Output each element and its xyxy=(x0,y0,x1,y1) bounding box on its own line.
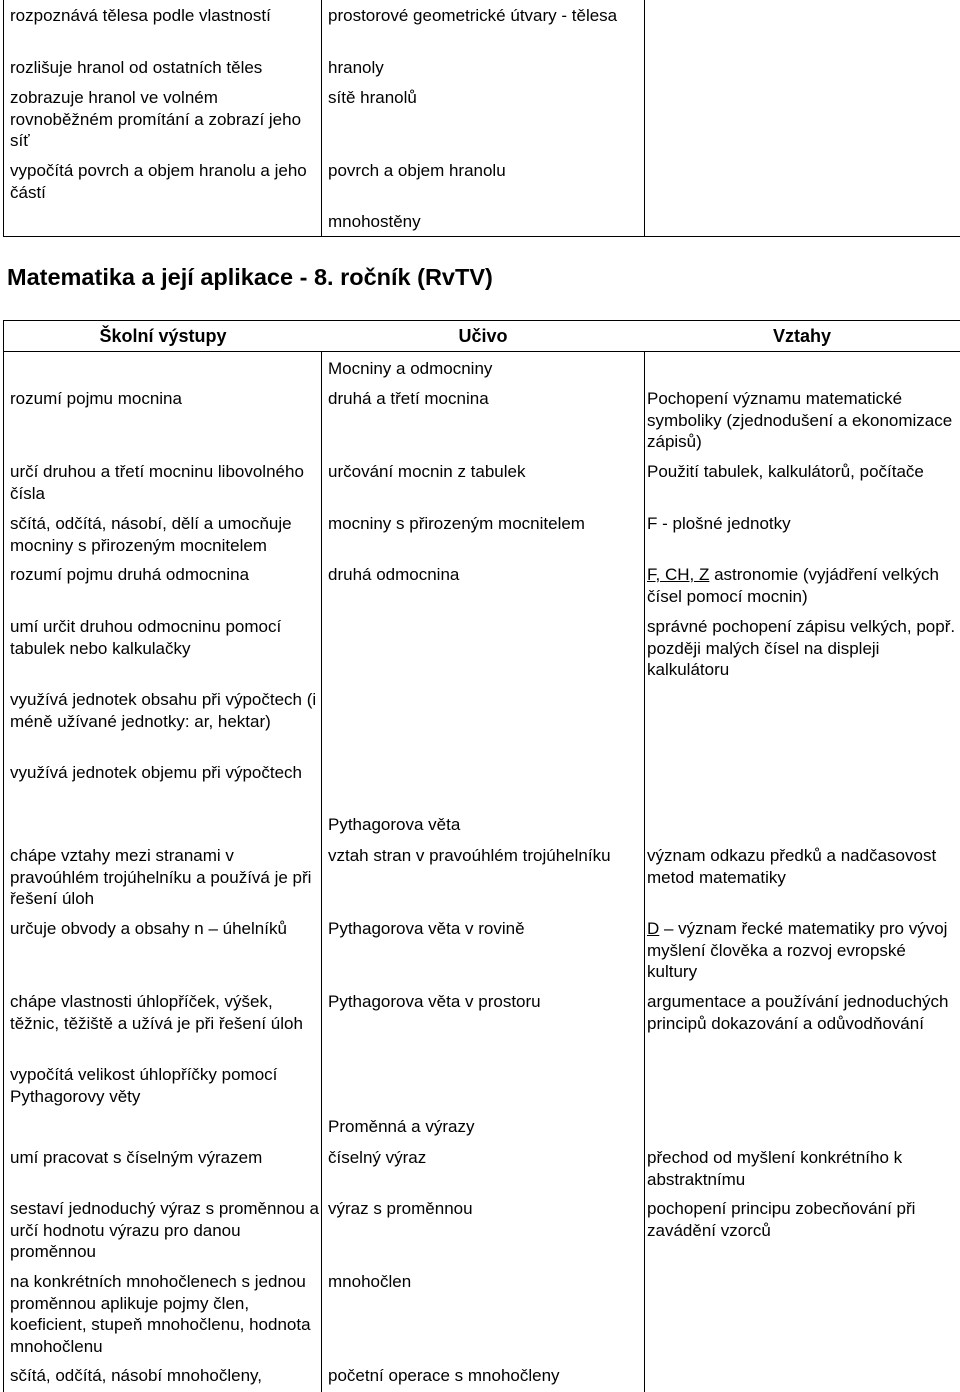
column-divider xyxy=(644,0,645,236)
ucivo-cell: číselný výraz xyxy=(328,1148,427,1167)
column-divider xyxy=(644,352,645,1392)
vztah-cell: správné pochopení zápisu velkých, popř. později malých čísel na displeji kalkulátoru xyxy=(647,617,956,679)
header-ucivo: Učivo xyxy=(458,326,508,346)
vztah-subject-link: D xyxy=(647,919,660,938)
ucivo-cell: mnohočlen xyxy=(328,1272,412,1291)
header-vystupy: Školní výstupy xyxy=(99,326,227,346)
ucivo-cell: prostorové geometrické útvary - tělesa xyxy=(328,6,618,25)
ucivo-cell: mnohostěny xyxy=(328,212,421,231)
vztah-cell: F - plošné jednotky xyxy=(647,514,791,533)
vystup-cell: vypočítá povrch a objem hranolu a jeho částí xyxy=(10,161,307,202)
vztah-cell xyxy=(647,918,957,983)
vztah-cell: význam odkazu předků a nadčasovost metod matematiky xyxy=(647,846,937,887)
vystup-cell: využívá jednotek objemu při výpočtech xyxy=(10,763,302,782)
vystup-cell: sestaví jednoduchý výraz s proměnnou a určí hodnotu výrazu pro danou proměnnou xyxy=(10,1199,320,1261)
vystup-cell: na konkrétních mnohočlenech s jednou proměnnou aplikuje pojmy člen, koeficient, stupeň mnohočlenu, hodnota mnohočlenu xyxy=(10,1272,311,1356)
ucivo-cell: Pythagorova věta v rovině xyxy=(328,919,525,938)
ucivo-cell: početní operace s mnohočleny xyxy=(328,1366,560,1385)
ucivo-cell: povrch a objem hranolu xyxy=(328,161,506,180)
vztah-cell: Použití tabulek, kalkulátorů, počítače xyxy=(647,462,924,481)
vystup-cell: chápe vlastnosti úhlopříček, výšek, těžnic, těžiště a užívá je při řešení úloh xyxy=(10,992,303,1033)
ucivo-cell: druhá odmocnina xyxy=(328,565,460,584)
column-divider xyxy=(321,0,322,236)
vztah-cell: argumentace a používání jednoduchých principů dokazování a odůvodňování xyxy=(647,992,949,1033)
top-table xyxy=(3,0,960,237)
vztah-cell: přechod od myšlení konkrétního k abstraktnímu xyxy=(647,1148,903,1189)
vystup-cell: sčítá, odčítá, násobí mnohočleny, xyxy=(10,1366,262,1385)
ucivo-cell: sítě hranolů xyxy=(328,88,417,107)
vztah-cell xyxy=(647,564,957,607)
section-title-pythagoras: Pythagorova věta xyxy=(328,815,461,834)
ucivo-cell: mocniny s přirozeným mocnitelem xyxy=(328,514,585,533)
vystup-cell: určí druhou a třetí mocninu libovolného čísla xyxy=(10,462,304,503)
vystup-cell: rozumí pojmu mocnina xyxy=(10,389,182,408)
ucivo-cell: druhá a třetí mocnina xyxy=(328,389,489,408)
vztah-text: astronomie (vyjádření velkých čísel pomocí mocnin) xyxy=(647,565,939,606)
main-table xyxy=(3,320,960,1392)
ucivo-cell: hranoly xyxy=(328,58,384,77)
column-divider xyxy=(321,352,322,1392)
vystup-cell: rozpoznává tělesa podle vlastností xyxy=(10,6,271,25)
vystup-cell: rozumí pojmu druhá odmocnina xyxy=(10,565,250,584)
ucivo-cell: výraz s proměnnou xyxy=(328,1199,473,1218)
vztah-text: – význam řecké matematiky pro vývoj myšlení člověka a rozvoj evropské kultury xyxy=(647,919,948,981)
ucivo-cell: určování mocnin z tabulek xyxy=(328,462,526,481)
vystup-cell: chápe vztahy mezi stranami v pravoúhlém trojúhelníku a používá je při řešení úloh xyxy=(10,846,312,908)
vztah-cell: Pochopení významu matematické symboliky (zjednodušení a ekonomizace zápisů) xyxy=(647,389,953,451)
vystup-cell: určuje obvody a obsahy n – úhelníků xyxy=(10,919,287,938)
vystup-cell: umí pracovat s číselným výrazem xyxy=(10,1148,263,1167)
vystup-cell: umí určit druhou odmocninu pomocí tabulek nebo kalkulačky xyxy=(10,617,282,658)
header-vztahy: Vztahy xyxy=(772,326,832,346)
vystup-cell: zobrazuje hranol ve volném rovnoběžném promítání a zobrazí jeho síť xyxy=(10,88,302,150)
vztah-subject-link: F, CH, Z xyxy=(647,565,710,584)
table-header xyxy=(4,326,960,348)
vystup-cell: využívá jednotek obsahu při výpočtech (i méně užívané jednotky: ar, hektar) xyxy=(10,690,317,731)
ucivo-cell: Pythagorova věta v prostoru xyxy=(328,992,541,1011)
section-title-mocniny: Mocniny a odmocniny xyxy=(328,359,493,378)
vztah-cell: pochopení principu zobecňování při zavádění vzorců xyxy=(647,1199,916,1240)
vystup-cell: rozlišuje hranol od ostatních těles xyxy=(10,58,263,77)
page-title: Matematika a její aplikace - 8. ročník (RvTV) xyxy=(7,264,493,290)
ucivo-cell: vztah stran v pravoúhlém trojúhelníku xyxy=(328,846,611,865)
section-title-promenna: Proměnná a výrazy xyxy=(328,1117,475,1136)
vystup-cell: sčítá, odčítá, násobí, dělí a umocňuje mocniny s přirozeným mocnitelem xyxy=(10,514,292,555)
vystup-cell: vypočítá velikost úhlopříčky pomocí Pythagorovy věty xyxy=(10,1065,278,1106)
